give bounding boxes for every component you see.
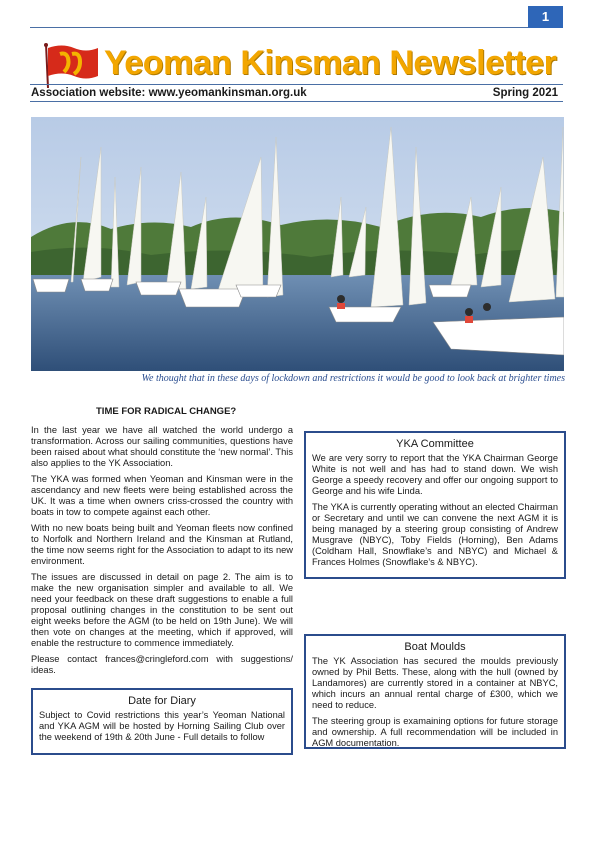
diary-text: Subject to Covid restrictions this year’s Yeoman National and YKA AGM will be hosted by Horning Sailing Club over the weekend of 19th & 20th June - Full details to follow xyxy=(39,710,285,742)
association-website: Association website: www.yeomankinsman.org.uk xyxy=(31,87,307,99)
yka-flag-logo xyxy=(40,42,100,88)
page-number-badge: 1 xyxy=(528,6,563,28)
moulds-paragraph: The steering group is examaining options for future storage and ownership. A full recommendation will be included in AGM documentation. xyxy=(312,716,558,748)
article-paragraph: Please contact frances@cringleford.com with suggestions/ ideas. xyxy=(31,654,293,675)
boat-moulds-box xyxy=(304,634,566,749)
sailing-photo xyxy=(31,117,564,371)
masthead-rule-top xyxy=(30,84,563,85)
committee-heading: YKA Committee xyxy=(396,438,474,450)
photo-caption: We thought that in these days of lockdown and restrictions it would be good to look back at brighter times xyxy=(141,373,565,384)
radical-change-article xyxy=(31,425,293,681)
moulds-paragraph: The YK Association has secured the moulds previously owned by Phil Betts. These, along with the hull (owned by Landamores) are currently stored in a container at NBYC, which incurs an annual rental charge of £300, which we need to reduce. xyxy=(312,656,558,710)
article-paragraph: In the last year we have all watched the world undergo a transformation. Across our sailing communities, questions have been raised about what should constitute the ‘new normal’. This also applies to the YK Association. xyxy=(31,425,293,468)
date-for-diary-box xyxy=(31,688,293,755)
article-paragraph: The YKA was formed when Yeoman and Kinsman were in the ascendancy and new fleets were being established across the UK. It was a time when owners criss-crossed the country with boats in tow to compete against each other. xyxy=(31,474,293,517)
committee-paragraph: We are very sorry to report that the YKA Chairman George White is not well and has had to stand down. We wish George a speedy recovery and offer our ongoing support to George and his wife Linda. xyxy=(312,453,558,496)
article-paragraph: With no new boats being built and Yeoman fleets now confined to Norfolk and Northern Ireland and the Kinsman at Rutland, the time now seems right for the Association to adapt to its new environment. xyxy=(31,523,293,566)
masthead-rule-bottom xyxy=(30,101,563,102)
yka-committee-box xyxy=(304,431,566,579)
radical-change-heading: TIME FOR RADICAL CHANGE? xyxy=(96,406,237,417)
article-paragraph: The issues are discussed in detail on page 2. The aim is to make the new organisation simpler and available to all. We need your feedback on these draft suggestions to enable a full proposal outlining changes in the constitution to be sent out eight weeks before the AGM (to be held on 19th June). We will then vote on changes at the meeting, which if approved, will enable the restructure to commence immediately. xyxy=(31,572,293,648)
issue-date: Spring 2021 xyxy=(492,87,558,99)
diary-heading: Date for Diary xyxy=(128,695,196,707)
newsletter-title: Yeoman Kinsman Newsletter xyxy=(104,44,557,82)
committee-paragraph: The YKA is currently operating without an elected Chairman or Secretary and until we can convene the next AGM it is being managed by a steering group consisting of Andrew Musgrave (NBYC), Toby Fields (Horning), Ben Adams (Coldham Hall, Snowflake’s and NBYC) and Michael & Frances Holmes (Snowflake’s & NBYC). xyxy=(312,502,558,567)
moulds-heading: Boat Moulds xyxy=(404,641,466,653)
top-rule xyxy=(30,27,540,28)
